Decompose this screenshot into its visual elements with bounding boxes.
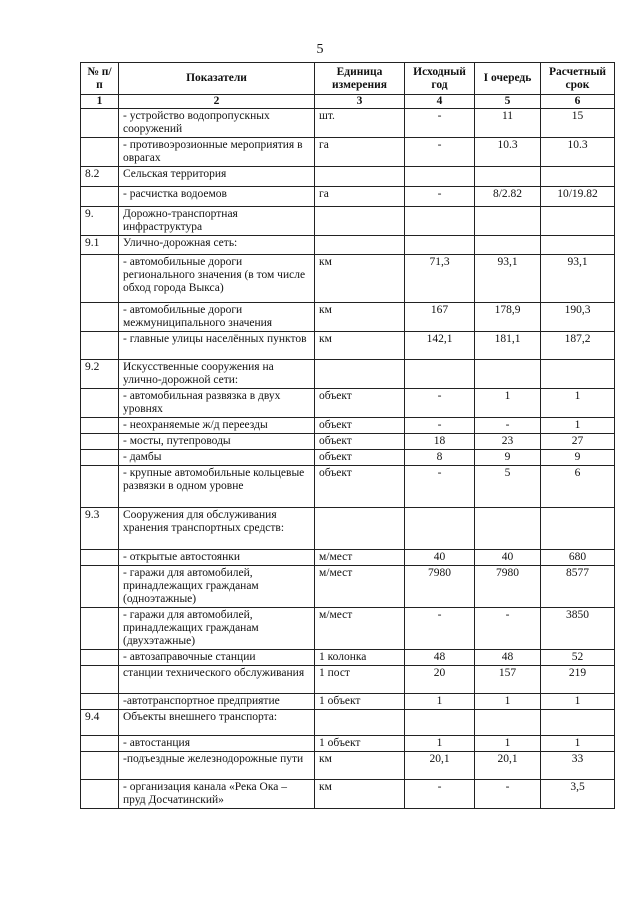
unit-cell: 1 объект [315, 736, 405, 752]
table-row [81, 303, 615, 332]
base-year-value: 7980 [405, 566, 475, 608]
table-row [81, 434, 615, 450]
unit-cell: объект [315, 389, 405, 418]
target-term-value: 33 [541, 752, 615, 780]
target-term-value: 190,3 [541, 303, 615, 332]
base-year-value [405, 360, 475, 389]
unit-cell: км [315, 255, 405, 303]
target-term-value: 187,2 [541, 332, 615, 360]
target-term-value: 3,5 [541, 780, 615, 809]
row-number-cell: 9. [81, 207, 119, 236]
column-numbers-row [81, 95, 615, 109]
base-year-value [405, 508, 475, 550]
base-year-value: 18 [405, 434, 475, 450]
base-year-value: 20,1 [405, 752, 475, 780]
row-number-cell [81, 418, 119, 434]
row-number-cell [81, 550, 119, 566]
target-term-value [541, 508, 615, 550]
unit-cell: км [315, 332, 405, 360]
base-year-value [405, 710, 475, 736]
row-number-cell [81, 780, 119, 809]
first-stage-value: 10.3 [475, 138, 541, 167]
base-year-value: 40 [405, 550, 475, 566]
first-stage-value: 8/2.82 [475, 187, 541, 207]
table-row [81, 236, 615, 255]
unit-cell: га [315, 187, 405, 207]
header-first-stage: I очередь [475, 63, 541, 95]
first-stage-value: - [475, 418, 541, 434]
table-row [81, 255, 615, 303]
table-row [81, 508, 615, 550]
row-number-cell [81, 608, 119, 650]
base-year-value: - [405, 109, 475, 138]
base-year-value: 71,3 [405, 255, 475, 303]
table-row [81, 710, 615, 736]
first-stage-value: 1 [475, 389, 541, 418]
target-term-value: 680 [541, 550, 615, 566]
indicator-name-cell: - автомобильная развязка в двух уровнях [119, 389, 315, 418]
target-term-value: 10/19.82 [541, 187, 615, 207]
row-number-cell [81, 138, 119, 167]
table-row [81, 650, 615, 666]
column-number: 3 [315, 95, 405, 109]
unit-cell: объект [315, 466, 405, 508]
indicator-name-cell: Улично-дорожная сеть: [119, 236, 315, 255]
first-stage-value: 178,9 [475, 303, 541, 332]
target-term-value: 219 [541, 666, 615, 694]
target-term-value: 1 [541, 736, 615, 752]
table-row [81, 666, 615, 694]
table-row [81, 187, 615, 207]
table-row [81, 736, 615, 752]
base-year-value: - [405, 138, 475, 167]
first-stage-value: 9 [475, 450, 541, 466]
row-number-cell [81, 650, 119, 666]
indicator-name-cell: - автомобильные дороги регионального значения (в том числе обход города Выкса) [119, 255, 315, 303]
table-row [81, 550, 615, 566]
first-stage-value: 1 [475, 736, 541, 752]
indicator-name-cell: - устройство водопропускных сооружений [119, 109, 315, 138]
indicator-name-cell: -автотранспортное предприятие [119, 694, 315, 710]
row-number-cell [81, 566, 119, 608]
unit-cell [315, 207, 405, 236]
unit-cell: км [315, 303, 405, 332]
indicator-name-cell: - неохраняемые ж/д переезды [119, 418, 315, 434]
indicator-name-cell: - открытые автостоянки [119, 550, 315, 566]
indicator-name-cell: Искусственные сооружения на улично-дорожной сети: [119, 360, 315, 389]
table-row [81, 389, 615, 418]
unit-cell: 1 колонка [315, 650, 405, 666]
first-stage-value: 5 [475, 466, 541, 508]
target-term-value: 1 [541, 418, 615, 434]
base-year-value: 142,1 [405, 332, 475, 360]
column-number: 2 [119, 95, 315, 109]
target-term-value: 93,1 [541, 255, 615, 303]
indicator-name-cell: Сооружения для обслуживания хранения транспортных средств: [119, 508, 315, 550]
indicator-name-cell: Объекты внешнего транспорта: [119, 710, 315, 736]
first-stage-value: - [475, 780, 541, 809]
header-unit: Единица измерения [315, 63, 405, 95]
indicators-table [80, 62, 615, 809]
first-stage-value [475, 167, 541, 187]
base-year-value: 48 [405, 650, 475, 666]
unit-cell [315, 236, 405, 255]
indicator-name-cell: -подъездные железнодорожные пути [119, 752, 315, 780]
indicator-name-cell: - автозаправочные станции [119, 650, 315, 666]
indicator-name-cell: - дамбы [119, 450, 315, 466]
indicator-name-cell: Дорожно-транспортная инфраструктура [119, 207, 315, 236]
first-stage-value: 11 [475, 109, 541, 138]
indicator-name-cell: - организация канала «Река Ока – пруд Досчатинский» [119, 780, 315, 809]
indicator-name-cell: - противоэрозионные мероприятия в оврагах [119, 138, 315, 167]
row-number-cell [81, 332, 119, 360]
table-row [81, 780, 615, 809]
table-row [81, 566, 615, 608]
first-stage-value: 1 [475, 694, 541, 710]
base-year-value: - [405, 608, 475, 650]
unit-cell [315, 508, 405, 550]
indicator-name-cell: Сельская территория [119, 167, 315, 187]
unit-cell [315, 167, 405, 187]
header-indicators: Показатели [119, 63, 315, 95]
row-number-cell [81, 752, 119, 780]
row-number-cell [81, 255, 119, 303]
base-year-value: 1 [405, 736, 475, 752]
target-term-value: 10.3 [541, 138, 615, 167]
base-year-value: 20 [405, 666, 475, 694]
table-row [81, 138, 615, 167]
target-term-value [541, 710, 615, 736]
row-number-cell: 9.3 [81, 508, 119, 550]
table-row [81, 332, 615, 360]
unit-cell: м/мест [315, 608, 405, 650]
row-number-cell: 9.2 [81, 360, 119, 389]
table-row [81, 360, 615, 389]
indicator-name-cell: - гаражи для автомобилей, принадлежащих гражданам (двухэтажные) [119, 608, 315, 650]
column-number: 1 [81, 95, 119, 109]
table-row [81, 109, 615, 138]
row-number-cell [81, 736, 119, 752]
indicator-name-cell: - расчистка водоемов [119, 187, 315, 207]
base-year-value: - [405, 418, 475, 434]
row-number-cell [81, 666, 119, 694]
table-row [81, 207, 615, 236]
row-number-cell: 9.1 [81, 236, 119, 255]
row-number-cell [81, 109, 119, 138]
row-number-cell [81, 466, 119, 508]
header-target-term: Расчетный срок [541, 63, 615, 95]
unit-cell: км [315, 780, 405, 809]
target-term-value [541, 207, 615, 236]
first-stage-value: 40 [475, 550, 541, 566]
target-term-value: 1 [541, 389, 615, 418]
first-stage-value: 20,1 [475, 752, 541, 780]
unit-cell [315, 360, 405, 389]
page-number: 5 [316, 42, 324, 57]
target-term-value [541, 360, 615, 389]
indicator-name-cell: - крупные автомобильные кольцевые развязки в одном уровне [119, 466, 315, 508]
first-stage-value [475, 360, 541, 389]
column-number: 6 [541, 95, 615, 109]
header-base-year: Исходный год [405, 63, 475, 95]
base-year-value [405, 236, 475, 255]
header-number: № п/п [81, 63, 119, 95]
row-number-cell [81, 389, 119, 418]
first-stage-value: 157 [475, 666, 541, 694]
first-stage-value [475, 508, 541, 550]
base-year-value [405, 167, 475, 187]
unit-cell: объект [315, 418, 405, 434]
indicator-name-cell: - гаражи для автомобилей, принадлежащих гражданам (одноэтажные) [119, 566, 315, 608]
column-number: 5 [475, 95, 541, 109]
first-stage-value: - [475, 608, 541, 650]
unit-cell: км [315, 752, 405, 780]
target-term-value: 1 [541, 694, 615, 710]
table-row [81, 450, 615, 466]
row-number-cell [81, 434, 119, 450]
first-stage-value [475, 710, 541, 736]
unit-cell: 1 пост [315, 666, 405, 694]
unit-cell: шт. [315, 109, 405, 138]
unit-cell: 1 объект [315, 694, 405, 710]
row-number-cell [81, 694, 119, 710]
indicator-name-cell: - автостанция [119, 736, 315, 752]
row-number-cell [81, 187, 119, 207]
target-term-value [541, 236, 615, 255]
first-stage-value: 7980 [475, 566, 541, 608]
base-year-value: 1 [405, 694, 475, 710]
base-year-value: - [405, 780, 475, 809]
indicator-name-cell: станции технического обслуживания [119, 666, 315, 694]
table-row [81, 418, 615, 434]
target-term-value: 9 [541, 450, 615, 466]
column-number: 4 [405, 95, 475, 109]
first-stage-value: 93,1 [475, 255, 541, 303]
row-number-cell [81, 450, 119, 466]
base-year-value [405, 207, 475, 236]
target-term-value [541, 167, 615, 187]
table-row [81, 167, 615, 187]
table-row [81, 752, 615, 780]
table-row [81, 694, 615, 710]
target-term-value: 52 [541, 650, 615, 666]
base-year-value: 167 [405, 303, 475, 332]
base-year-value: 8 [405, 450, 475, 466]
first-stage-value: 48 [475, 650, 541, 666]
target-term-value: 27 [541, 434, 615, 450]
target-term-value: 3850 [541, 608, 615, 650]
unit-cell: м/мест [315, 566, 405, 608]
unit-cell: га [315, 138, 405, 167]
target-term-value: 15 [541, 109, 615, 138]
row-number-cell: 9.4 [81, 710, 119, 736]
unit-cell: объект [315, 434, 405, 450]
row-number-cell: 8.2 [81, 167, 119, 187]
target-term-value: 8577 [541, 566, 615, 608]
unit-cell: объект [315, 450, 405, 466]
first-stage-value: 181,1 [475, 332, 541, 360]
target-term-value: 6 [541, 466, 615, 508]
unit-cell [315, 710, 405, 736]
table-body [81, 109, 615, 809]
base-year-value: - [405, 389, 475, 418]
base-year-value: - [405, 466, 475, 508]
indicator-name-cell: - мосты, путепроводы [119, 434, 315, 450]
indicator-name-cell: - автомобильные дороги межмуниципального значения [119, 303, 315, 332]
table-row [81, 466, 615, 508]
unit-cell: м/мест [315, 550, 405, 566]
first-stage-value: 23 [475, 434, 541, 450]
base-year-value: - [405, 187, 475, 207]
indicator-name-cell: - главные улицы населённых пунктов [119, 332, 315, 360]
table-row [81, 608, 615, 650]
row-number-cell [81, 303, 119, 332]
first-stage-value [475, 207, 541, 236]
first-stage-value [475, 236, 541, 255]
table-header-row [81, 63, 615, 95]
